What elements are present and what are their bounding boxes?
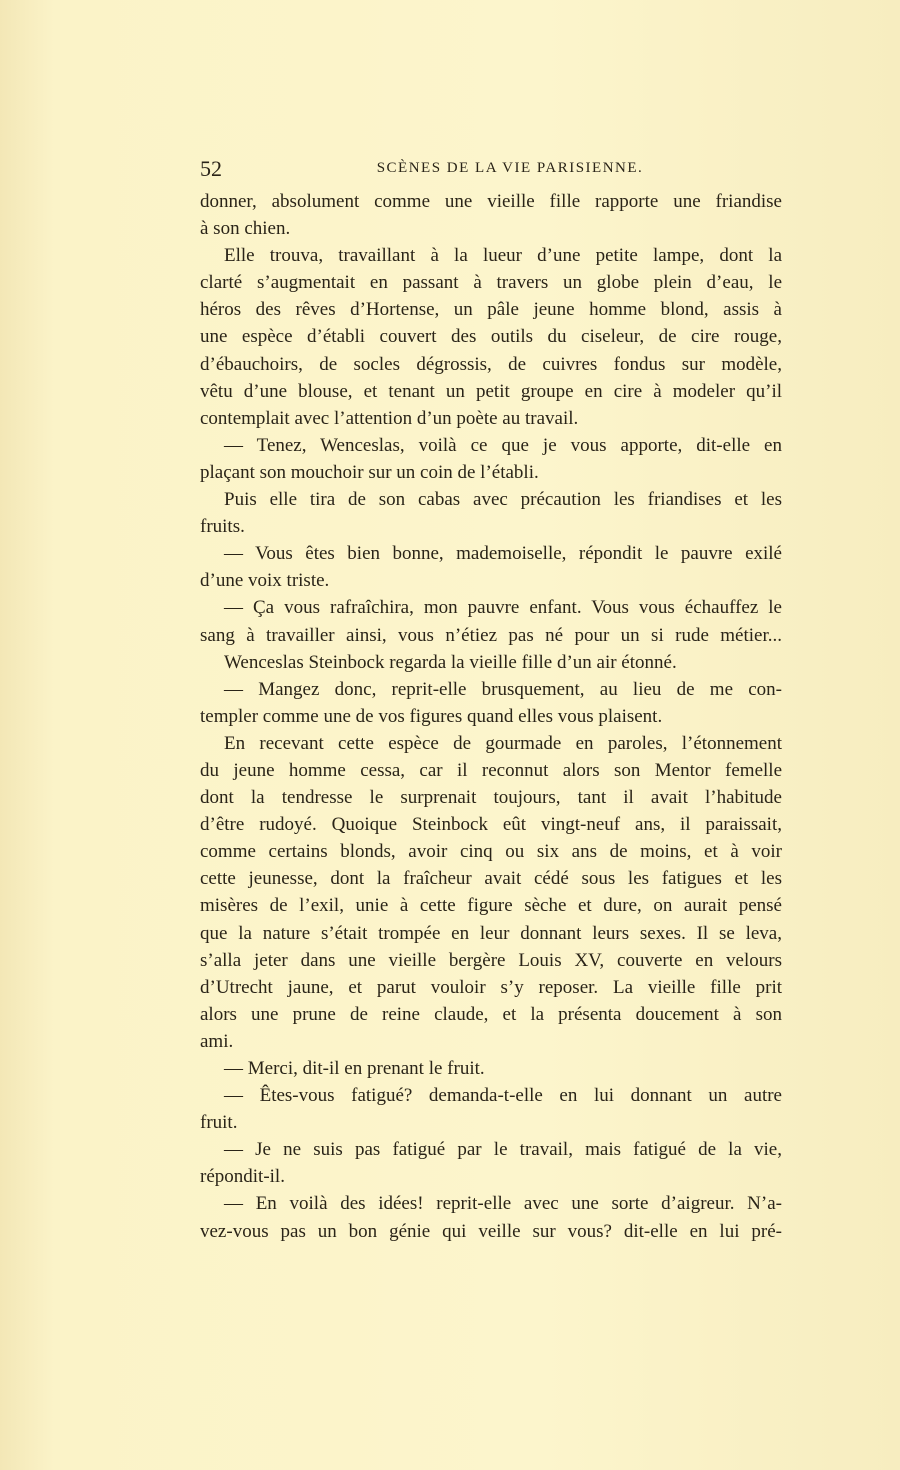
text-line: templer comme une de vos figures quand elles vous plaisent. xyxy=(200,705,663,727)
text-line: contemplait avec l’attention d’un poète au travail. xyxy=(200,407,579,429)
text-line: d’une voix triste. xyxy=(200,570,330,592)
text-line: clarté s’augmentait en passant à travers un globe plein d’eau, le xyxy=(200,272,782,294)
text-line: vêtu d’une blouse, et tenant un petit groupe en cire à modeler qu’il xyxy=(200,380,782,402)
text-line: une espèce d’établi couvert des outils du ciseleur, de cire rouge, xyxy=(200,326,782,348)
text-line: vez-vous pas un bon génie qui veille sur vous? dit-elle en lui pré- xyxy=(200,1220,782,1242)
text-line: d’être rudoyé. Quoique Steinbock eût vingt-neuf ans, il paraissait, xyxy=(200,814,782,836)
page-header xyxy=(200,156,780,186)
text-line: fruit. xyxy=(200,1112,238,1134)
text-line: sang à travailler ainsi, vous n’étiez pas né pour un si rude métier... xyxy=(200,624,782,646)
page-number: 52 xyxy=(200,156,222,181)
running-title: SCÈNES DE LA VIE PARISIENNE. xyxy=(376,160,644,176)
text-line: héros des rêves d’Hortense, un pâle jeune homme blond, assis à xyxy=(200,299,782,321)
text-line: ami. xyxy=(200,1030,234,1052)
text-line: — Merci, dit-il en prenant le fruit. xyxy=(224,1058,485,1079)
text-line: En recevant cette espèce de gourmade en paroles, l’étonnement xyxy=(224,732,782,754)
text-line: alors une prune de reine claude, et la présenta doucement à son xyxy=(200,1003,782,1025)
text-line: — Tenez, Wenceslas, voilà ce que je vous apporte, dit-elle en xyxy=(224,434,782,456)
text-line: s’alla jeter dans une vieille bergère Louis XV, couverte en velours xyxy=(200,949,782,971)
text-line: dont la tendresse le surprenait toujours, tant il avait l’habitude xyxy=(200,787,782,809)
text-line: — Je ne suis pas fatigué par le travail, mais fatigué de la vie, xyxy=(224,1139,782,1161)
text-line: — Ça vous rafraîchira, mon pauvre enfant. Vous vous échauffez le xyxy=(224,597,782,619)
text-line: d’ébauchoirs, de socles dégrossis, de cuivres fondus sur modèle, xyxy=(200,353,782,375)
text-line: — En voilà des idées! reprit-elle avec une sorte d’aigreur. N’a- xyxy=(224,1193,782,1215)
text-line: donner, absolument comme une vieille fille rapporte une friandise xyxy=(200,191,782,212)
text-line: d’Utrecht jaune, et parut vouloir s’y reposer. La vieille fille prit xyxy=(200,976,782,998)
text-line: Wenceslas Steinbock regarda la vieille fille d’un air étonné. xyxy=(224,651,677,673)
text-line: misères de l’exil, unie à cette figure sèche et dure, on aurait pensé xyxy=(200,895,782,917)
text-line: Elle trouva, travaillant à la lueur d’une petite lampe, dont la xyxy=(224,245,782,267)
text-line: répondit-il. xyxy=(200,1166,285,1188)
text-line: — Vous êtes bien bonne, mademoiselle, répondit le pauvre exilé xyxy=(224,543,782,565)
text-line: du jeune homme cessa, car il reconnut alors son Mentor femelle xyxy=(200,759,782,781)
page-body-text xyxy=(200,188,782,1245)
text-line: — Mangez donc, reprit-elle brusquement, au lieu de me con- xyxy=(224,678,782,700)
text-line: Puis elle tira de son cabas avec précaution les friandises et les xyxy=(224,489,782,511)
text-line: fruits. xyxy=(200,516,245,538)
text-line: que la nature s’était trompée en leur donnant leurs sexes. Il se leva, xyxy=(200,922,782,944)
text-line: — Êtes-vous fatigué? demanda-t-elle en lui donnant un autre xyxy=(224,1085,782,1107)
text-line: à son chien. xyxy=(200,218,291,240)
text-line: comme certains blonds, avoir cinq ou six ans de moins, et à voir xyxy=(200,841,782,863)
text-line: cette jeunesse, dont la fraîcheur avait cédé sous les fatigues et les xyxy=(200,868,782,890)
text-line: plaçant son mouchoir sur un coin de l’établi. xyxy=(200,461,539,483)
